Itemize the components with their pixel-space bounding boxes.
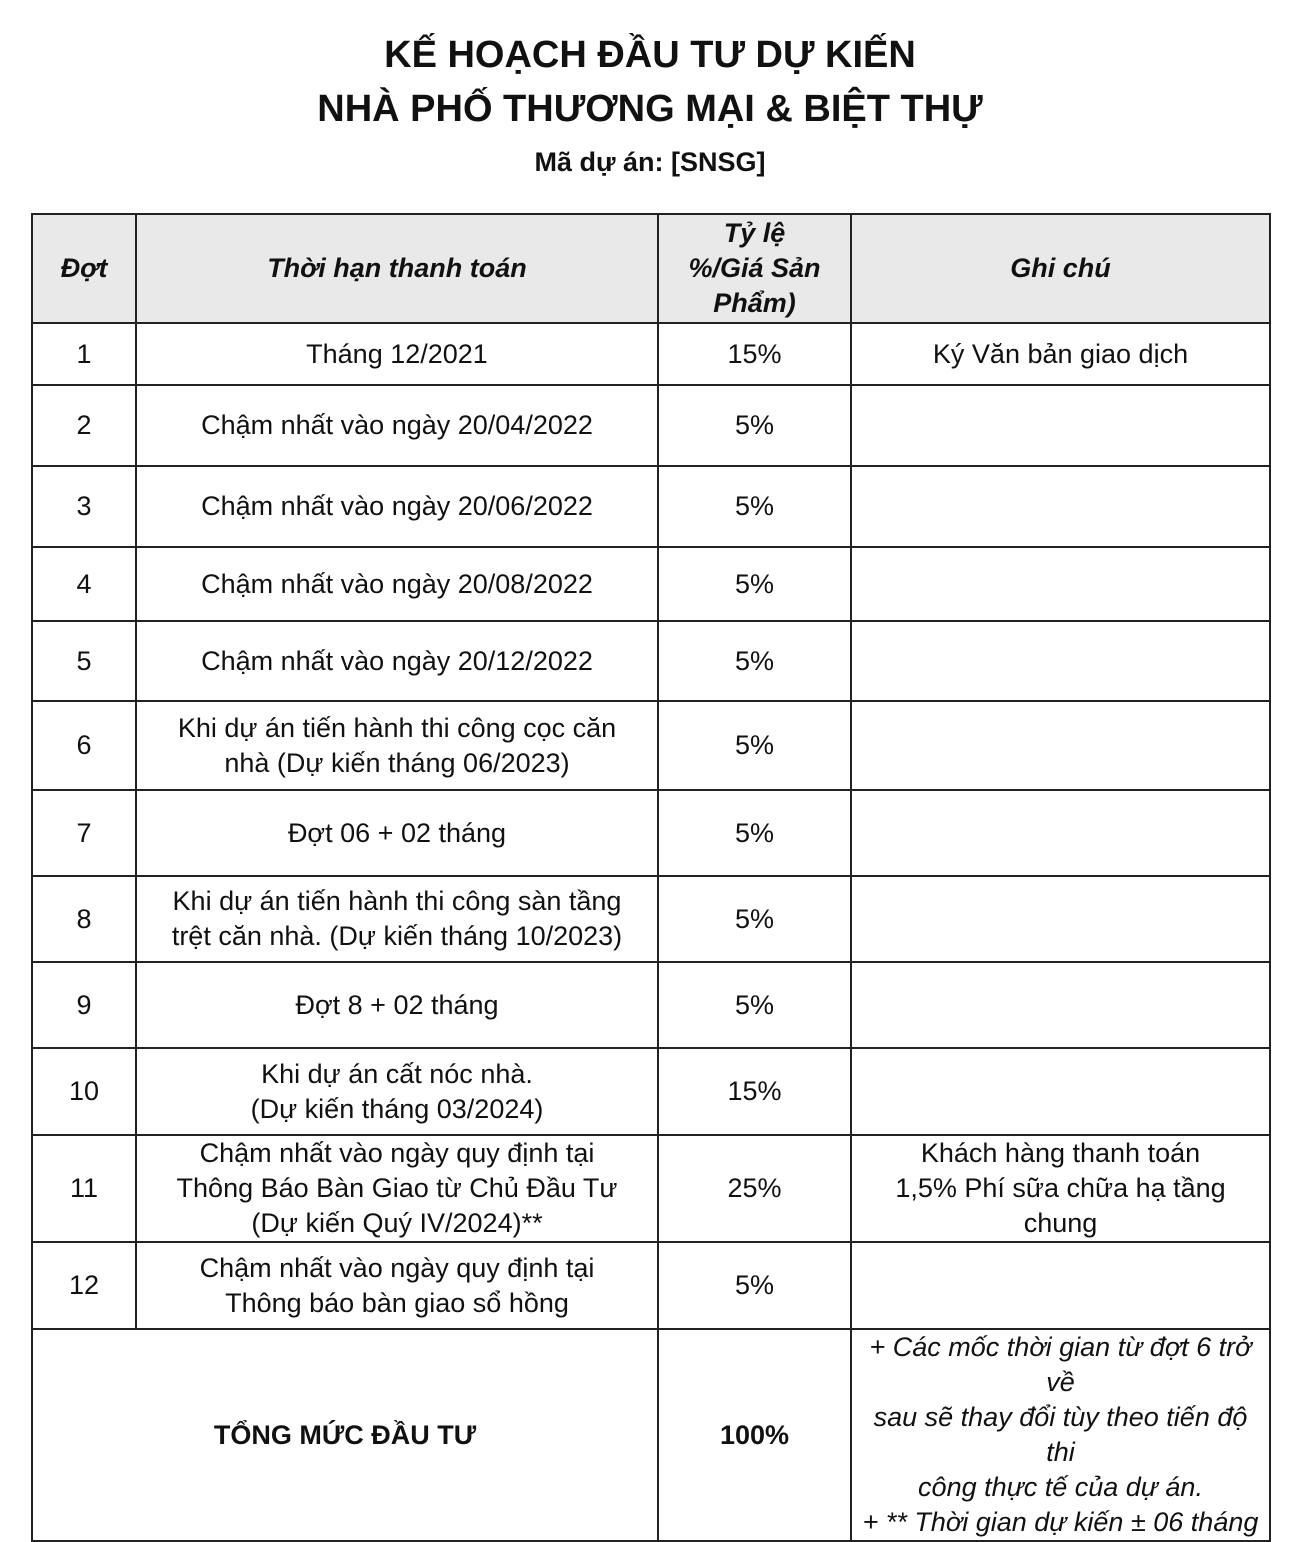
total-row [32, 1329, 1270, 1541]
table-row [32, 323, 1270, 385]
cell-note [851, 790, 1270, 876]
cell-note-line: Khách hàng thanh toán [920, 1138, 1201, 1168]
cell-time-line: Đợt 06 + 02 tháng [287, 817, 507, 848]
cell-note [851, 1135, 1270, 1242]
cell-time [136, 701, 658, 790]
cell-rate: 5% [658, 876, 851, 962]
cell-time-line: Chậm nhất vào ngày 20/04/2022 [201, 410, 593, 440]
cell-note [851, 466, 1270, 547]
footnote [851, 1329, 1270, 1541]
cell-time-line: Thông Báo Bàn Giao từ Chủ Đầu Tư [176, 1173, 618, 1203]
table-row [32, 790, 1270, 876]
cell-time-line: Khi dự án tiến hành thi công cọc căn [177, 712, 617, 743]
footnote-line: + Các mốc thời gian từ đợt 6 trở về [869, 1332, 1252, 1397]
total-label: TỔNG MỨC ĐẦU TƯ [32, 1329, 658, 1541]
cell-time-line: Thông báo bàn giao sổ hồng [225, 1287, 569, 1318]
title-block [0, 28, 1300, 182]
cell-dot: 12 [32, 1242, 136, 1329]
column-header-time: Thời hạn thanh toán [136, 214, 658, 323]
title-line-2: NHÀ PHỐ THƯƠNG MẠI & BIỆT THỰ [317, 88, 983, 130]
cell-dot: 1 [32, 323, 136, 385]
cell-note [851, 962, 1270, 1048]
cell-dot: 3 [32, 466, 136, 547]
cell-dot: 8 [32, 876, 136, 962]
cell-time-line: Chậm nhất vào ngày 20/12/2022 [201, 645, 593, 676]
cell-note [851, 701, 1270, 790]
column-header-dot: Đợt [32, 214, 136, 323]
footnote-line: sau sẽ thay đổi tùy theo tiến độ thi [873, 1402, 1248, 1467]
table-row [32, 466, 1270, 547]
cell-time [136, 385, 658, 466]
cell-note [851, 385, 1270, 466]
cell-rate: 25% [658, 1135, 851, 1242]
cell-dot: 9 [32, 962, 136, 1048]
cell-time [136, 962, 658, 1048]
table-row [32, 876, 1270, 962]
cell-dot: 7 [32, 790, 136, 876]
cell-time [136, 547, 658, 621]
cell-time-line: Khi dự án tiến hành thi công sàn tầng [172, 886, 622, 916]
cell-time-line: Chậm nhất vào ngày 20/08/2022 [201, 568, 593, 599]
project-code: Mã dự án: [SNSG] [534, 147, 766, 177]
cell-time [136, 1048, 658, 1135]
cell-dot: 6 [32, 701, 136, 790]
table-row [32, 621, 1270, 701]
cell-rate: 5% [658, 790, 851, 876]
table-row [32, 701, 1270, 790]
cell-time-line: trệt căn nhà. (Dự kiến tháng 10/2023) [171, 921, 623, 951]
cell-time [136, 466, 658, 547]
cell-rate: 5% [658, 962, 851, 1048]
cell-note [851, 876, 1270, 962]
cell-note [851, 1242, 1270, 1329]
cell-time [136, 876, 658, 962]
cell-time-line: Đợt 8 + 02 tháng [295, 989, 499, 1020]
table-row [32, 1242, 1270, 1329]
payment-plan-table [31, 213, 1271, 1542]
column-header-rate [658, 214, 851, 323]
header-row [32, 214, 1270, 323]
rate-header-line-2: %/Giá Sản [688, 253, 821, 283]
cell-dot: 5 [32, 621, 136, 701]
cell-time-line: (Dự kiến Quý IV/2024)** [251, 1208, 543, 1238]
table-row [32, 1135, 1270, 1242]
cell-time [136, 1242, 658, 1329]
cell-time [136, 790, 658, 876]
cell-time [136, 621, 658, 701]
cell-rate: 5% [658, 701, 851, 790]
table-row [32, 385, 1270, 466]
cell-time-line: Tháng 12/2021 [306, 338, 488, 369]
cell-rate: 15% [658, 1048, 851, 1135]
cell-rate: 5% [658, 466, 851, 547]
cell-note [851, 1048, 1270, 1135]
cell-rate: 5% [658, 621, 851, 701]
cell-dot: 4 [32, 547, 136, 621]
cell-note-line: Ký Văn bản giao dịch [932, 338, 1189, 369]
cell-time-line: Khi dự án cất nóc nhà. [261, 1058, 533, 1089]
table-row [32, 962, 1270, 1048]
table-row [32, 547, 1270, 621]
cell-time-line: Chậm nhất vào ngày quy định tại [199, 1252, 595, 1283]
cell-time [136, 323, 658, 385]
rate-header-line-1: Tỷ lệ [723, 218, 786, 248]
rate-header-line-3: Phẩm) [713, 288, 796, 318]
cell-dot: 2 [32, 385, 136, 466]
footnote-line: công thực tế của dự án. [918, 1472, 1203, 1502]
cell-time-line: Chậm nhất vào ngày 20/06/2022 [201, 491, 593, 521]
cell-note [851, 547, 1270, 621]
cell-dot: 10 [32, 1048, 136, 1135]
cell-note-line: 1,5% Phí sữa chữa hạ tầng [895, 1173, 1226, 1203]
cell-note-line: chung [1023, 1208, 1098, 1238]
cell-time [136, 1135, 658, 1242]
footnote-line: + ** Thời gian dự kiến ± 06 tháng [862, 1507, 1259, 1537]
column-header-note: Ghi chú [851, 214, 1270, 323]
table-row [32, 1048, 1270, 1135]
total-value: 100% [658, 1329, 851, 1541]
cell-dot: 11 [32, 1135, 136, 1242]
cell-rate: 5% [658, 1242, 851, 1329]
cell-time-line: Chậm nhất vào ngày quy định tại [199, 1138, 595, 1168]
cell-rate: 5% [658, 385, 851, 466]
cell-note [851, 621, 1270, 701]
cell-rate: 15% [658, 323, 851, 385]
cell-time-line: (Dự kiến tháng 03/2024) [250, 1093, 544, 1124]
cell-note [851, 323, 1270, 385]
cell-rate: 5% [658, 547, 851, 621]
cell-time-line: nhà (Dự kiến tháng 06/2023) [224, 747, 570, 778]
title-line-1: KẾ HOẠCH ĐẦU TƯ DỰ KIẾN [384, 34, 916, 76]
